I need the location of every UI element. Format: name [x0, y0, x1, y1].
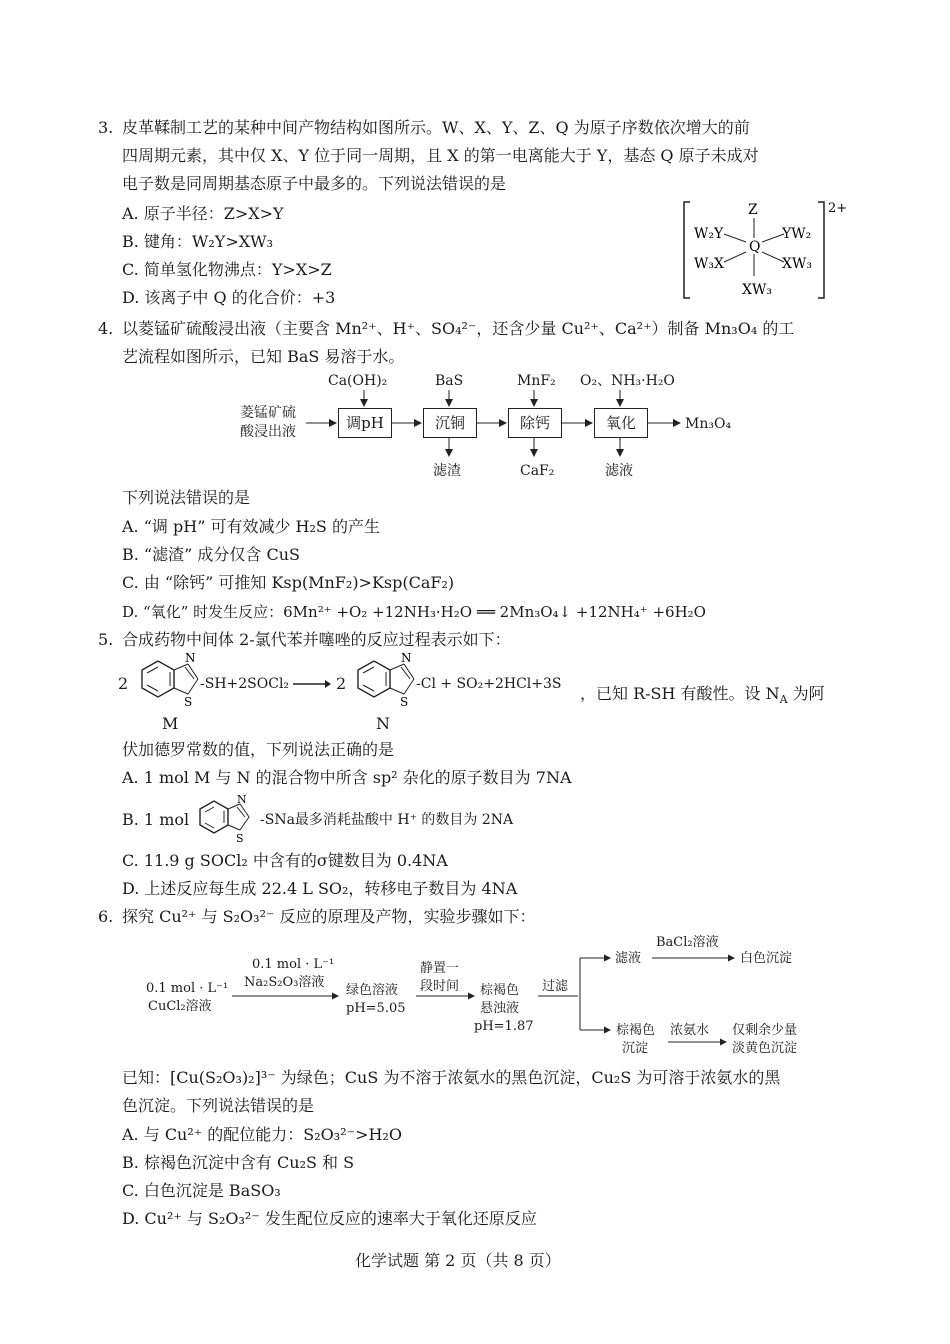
page-footer: 化学试题 第 2 页（共 8 页） — [355, 1251, 561, 1270]
q3-stem-line3: 电子数是同周期基态原子中最多的。下列说法错误的是 — [122, 174, 507, 193]
ring-s-label: S — [400, 695, 409, 709]
eq-arrow-icon — [293, 678, 333, 690]
q4-option-d: D. “氧化” 时发生反应：6Mn²⁺ +O₂ +12NH₃·H₂O ══ 2Mn₃O₄↓ +12NH₄⁺ +6H₂O — [122, 603, 706, 621]
q4-option-b: B. “滤渣” 成分仅含 CuS — [122, 545, 300, 564]
q4-option-c: C. 由 “除钙” 可推知 Ksp(MnF₂)>Ksp(CaF₂) — [122, 573, 455, 592]
q4-ask: 下列说法错误的是 — [122, 488, 251, 507]
q6-option-a: A. 与 Cu²⁺ 的配位能力：S₂O₃²⁻>H₂O — [122, 1125, 402, 1144]
flow-start-1: 菱锰矿硫 — [240, 405, 296, 421]
benzothiazole-n-icon — [346, 652, 426, 712]
flow-reagent-2: BaS — [435, 373, 464, 389]
complex-charge: 2+ — [828, 201, 848, 216]
q5-option-a: A. 1 mol M 与 N 的混合物中所含 sp² 杂化的原子数目为 7NA — [122, 768, 572, 787]
ring-n-label: N — [401, 652, 412, 665]
benzothiazole-sna-icon — [190, 795, 270, 845]
flow-start-2: 酸浸出液 — [240, 424, 296, 440]
complex-left-bottom: W₃X — [694, 256, 724, 272]
complex-left-top: W₂Y — [694, 226, 724, 242]
flow-step-calcium: 除钙 — [508, 408, 562, 438]
flow-step-oxidize: 氧化 — [594, 408, 648, 438]
q3-stem-line1: 3. 皮革鞣制工艺的某种中间产物结构如图所示。W、X、Y、Z、Q 为原子序数依次增大的前 — [98, 118, 750, 137]
q6-known-line2: 色沉淀。下列说法错误的是 — [122, 1096, 315, 1115]
flow-step-copper: 沉铜 — [423, 408, 477, 438]
eq-right-tail: -Cl + SO₂+2HCl+3S — [416, 676, 562, 692]
q5-stem-line2: 伏加德罗常数的值，下列说法正确的是 — [122, 740, 395, 759]
flow-reagent-1: Ca(OH)₂ — [328, 373, 388, 389]
q4-flowchart — [230, 370, 750, 485]
q3-option-c: C. 简单氢化物沸点：Y>X>Z — [122, 260, 332, 279]
q3-option-d: D. 该离子中 Q 的化合价：+3 — [122, 288, 336, 307]
flow-output-residue: 滤渣 — [433, 463, 461, 479]
q6-known-line1: 已知：[Cu(S₂O₃)₂]³⁻ 为绿色；CuS 为不溶于浓氨水的黑色沉淀，Cu₂S 为可溶于浓氨水的黑 — [122, 1068, 781, 1087]
flow-reagent-3: MnF₂ — [517, 373, 556, 389]
flow-product: Mn₃O₄ — [685, 416, 732, 432]
ring-n-label: N — [237, 795, 247, 806]
complex-center: Q — [749, 239, 761, 255]
q6-option-b: B. 棕褐色沉淀中含有 Cu₂S 和 S — [122, 1153, 355, 1172]
q5-option-b: B. 1 mol N S -SNa最多消耗盐酸中 H⁺ 的数目为 2NA — [122, 795, 514, 845]
complex-bottom: XW₃ — [742, 282, 772, 298]
q6-stem-line1: 6. 探究 Cu²⁺ 与 S₂O₃²⁻ 反应的原理及产物，实验步骤如下： — [98, 907, 536, 926]
q5-option-d: D. 上述反应每生成 22.4 L SO₂，转移电子数目为 4NA — [122, 879, 518, 898]
flow-step-ph: 调pH — [338, 408, 392, 438]
benzothiazole-m-icon — [130, 652, 210, 712]
q6-option-d: D. Cu²⁺ 与 S₂O₃²⁻ 发生配位反应的速率大于氧化还原反应 — [122, 1209, 537, 1228]
q3-complex-structure — [680, 196, 855, 306]
flow-output-filtrate: 滤液 — [605, 463, 633, 479]
eq-coef-left: 2 — [118, 674, 129, 693]
label-m: M — [162, 714, 179, 733]
q6-flowchart: 0.1 mol · L⁻¹ CuCl₂溶液 0.1 mol · L⁻¹ Na₂S₂O₃溶液 绿色溶液 pH=5.05 静置一 段时间 棕褐色 悬浊液 pH=1.87 过滤 滤液 BaCl₂溶液 白色沉淀 棕褐色 沉淀 浓氨水 仅剩余少量 淡黄色沉淀 — [140, 930, 840, 1060]
complex-right-bottom: XW₃ — [782, 256, 812, 272]
q3-option-a: A. 原子半径：Z>X>Y — [122, 204, 284, 223]
q5-option-c: C. 11.9 g SOCl₂ 中含有的σ键数目为 0.4NA — [122, 851, 448, 870]
q5-equation — [118, 650, 858, 735]
flow-reagent-4: O₂、NH₃·H₂O — [580, 373, 675, 389]
q5-stem-line1: 5. 合成药物中间体 2-氯代苯并噻唑的反应过程表示如下： — [98, 630, 511, 649]
eq-left-tail: -SH+2SOCl₂ — [200, 676, 290, 692]
complex-right-top: YW₂ — [782, 226, 812, 242]
ring-s-label: S — [236, 832, 244, 845]
ring-n-label: N — [185, 652, 196, 665]
eq-note: ，已知 R-SH 有酸性。设 $N_A$ 为阿 — [580, 684, 825, 707]
flow-arrows — [230, 370, 750, 485]
q6-flow-arrows — [140, 930, 840, 1060]
q3-stem-line2: 四周期元素，其中仅 X、Y 位于同一周期，且 X 的第一电离能大于 Y，基态 Q 原子未成对 — [122, 146, 759, 165]
flow-output-caf2: CaF₂ — [520, 463, 555, 479]
eq-coef-right: 2 — [336, 674, 347, 693]
label-n: N — [376, 714, 390, 733]
q4-stem-line1: 4. 以菱锰矿硫酸浸出液（主要含 Mn²⁺、H⁺、SO₄²⁻，还含少量 Cu²⁺、Ca²⁺）制备 Mn₃O₄ 的工 — [98, 319, 795, 338]
ring-s-label: S — [184, 695, 193, 709]
q4-option-a: A. “调 pH” 可有效减少 H₂S 的产生 — [122, 517, 380, 536]
complex-top: Z — [748, 202, 758, 218]
q3-option-b: B. 键角：W₂Y>XW₃ — [122, 232, 274, 251]
q4-stem-line2: 艺流程如图所示，已知 BaS 易溶于水。 — [122, 347, 405, 366]
q6-option-c: C. 白色沉淀是 BaSO₃ — [122, 1181, 281, 1200]
